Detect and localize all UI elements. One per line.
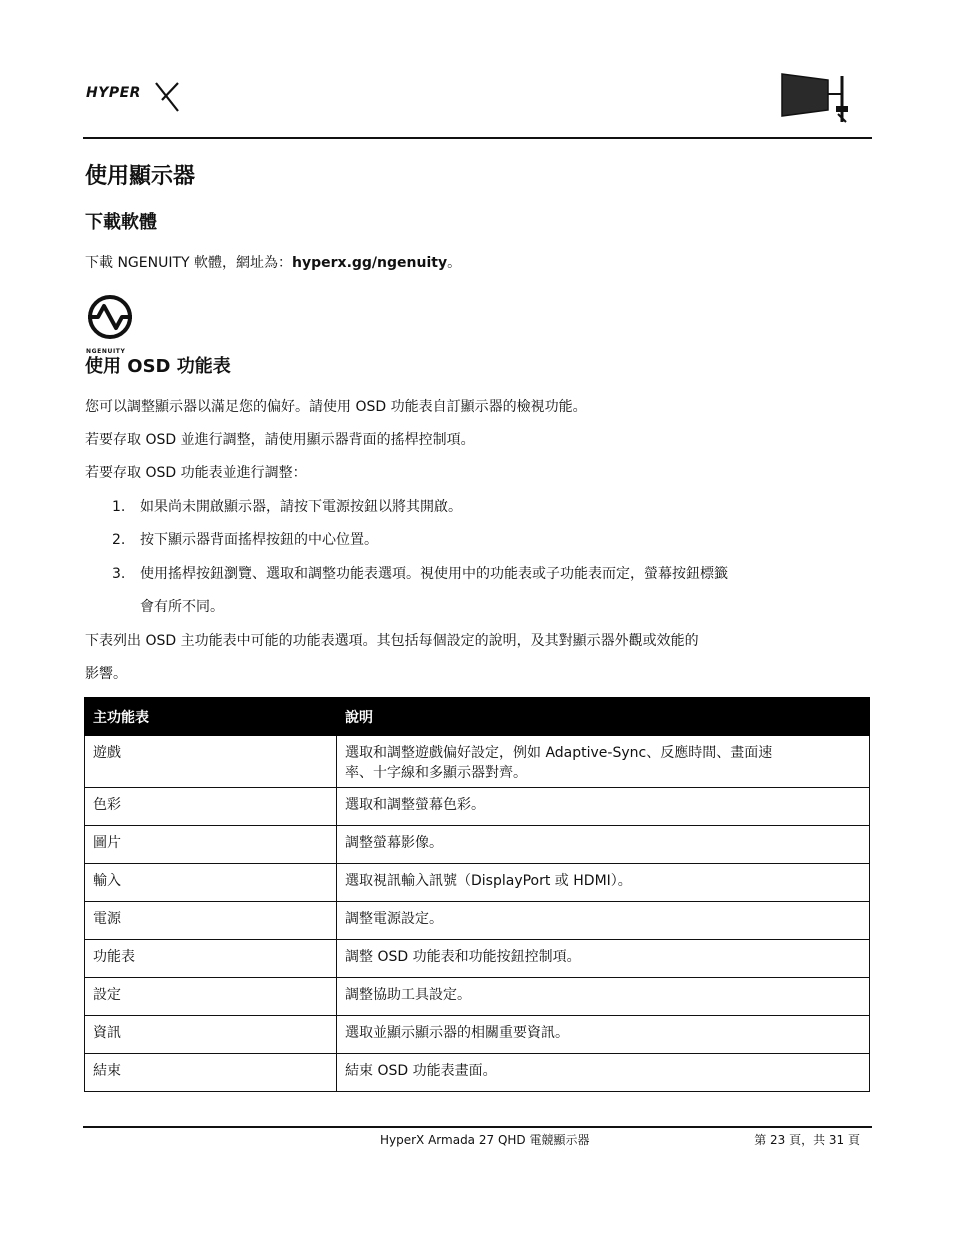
header-divider (83, 137, 872, 139)
description-cell: 選取並顯示顯示器的相關重要資訊。 (337, 1016, 870, 1054)
description-cell: 調整 OSD 功能表和功能按鈕控制項。 (337, 940, 870, 978)
table-row (85, 978, 870, 1016)
section-title: 使用顯示器 (85, 164, 196, 189)
table-row (85, 902, 870, 940)
column-header-description: 說明 (337, 698, 870, 736)
menu-cell: 電源 (85, 902, 337, 940)
step-text: 按下顯示器背面搖桿按鈕的中心位置。 (140, 532, 378, 548)
description-cell: 調整協助工具設定。 (337, 978, 870, 1016)
step-item (112, 563, 728, 585)
description-cell: 調整螢幕影像。 (337, 826, 870, 864)
step-number: 2. (112, 532, 126, 548)
description-cell: 選取和調整螢幕色彩。 (337, 788, 870, 826)
menu-cell: 結束 (85, 1054, 337, 1092)
step-text: 如果尚未開啟顯示器，請按下電源按鈕以將其開啟。 (140, 499, 462, 515)
osd-paragraph-3: 若要存取 OSD 功能表並進行調整： (85, 465, 307, 481)
description-cell: 結束 OSD 功能表畫面。 (337, 1054, 870, 1092)
hyperx-logo (86, 80, 182, 114)
table-row (85, 1016, 870, 1054)
step-item (112, 529, 378, 551)
description-cell: 選取視訊輸入訊號（DisplayPort 或 HDMI）。 (337, 864, 870, 902)
osd-menu-table (84, 697, 870, 1092)
table-row (85, 788, 870, 826)
footer-divider (83, 1126, 872, 1128)
menu-cell: 輸入 (85, 864, 337, 902)
table-header-row (85, 698, 870, 736)
column-header-menu: 主功能表 (85, 698, 337, 736)
description-cell (337, 736, 870, 788)
description-line-1: 選取和調整遊戲偏好設定，例如 Adaptive-Sync、反應時間、畫面速 (345, 745, 773, 761)
table-row (85, 864, 870, 902)
step-text-continued: 會有所不同。 (140, 599, 224, 615)
step-text: 使用搖桿按鈕瀏覽、選取和調整功能表選項。視使用中的功能表或子功能表而定，螢幕按鈕標籤 (140, 566, 728, 582)
table-row (85, 940, 870, 978)
table-row (85, 1054, 870, 1092)
table-row (85, 826, 870, 864)
menu-cell: 資訊 (85, 1016, 337, 1054)
monitor-arm-icon (778, 70, 852, 126)
menu-cell: 遊戲 (85, 736, 337, 788)
description-line-2: 率、十字線和多顯示器對齊。 (345, 765, 527, 781)
download-text-prefix: 下載 NGENUITY 軟體，網址為： (85, 255, 293, 271)
menu-cell: 設定 (85, 978, 337, 1016)
footer-page-number: 第 23 頁，共 31 頁 (754, 1133, 860, 1147)
menu-cell: 色彩 (85, 788, 337, 826)
download-text (85, 252, 461, 274)
description-cell: 調整電源設定。 (337, 902, 870, 940)
step-number: 1. (112, 499, 126, 515)
download-heading: 下載軟體 (85, 212, 157, 233)
osd-paragraph-2: 若要存取 OSD 並進行調整，請使用顯示器背面的搖桿控制項。 (85, 432, 475, 448)
step-number: 3. (112, 566, 126, 582)
osd-heading: 使用 OSD 功能表 (85, 356, 231, 377)
table-intro-line-1: 下表列出 OSD 主功能表中可能的功能表選項。其包括每個設定的說明，及其對顯示器外觀或效能的 (85, 633, 699, 649)
svg-text:HYPER: HYPER (86, 85, 141, 101)
ngenuity-link[interactable]: hyperx.gg/ngenuity (292, 255, 448, 271)
download-text-suffix: 。 (447, 255, 462, 271)
osd-paragraph-1: 您可以調整顯示器以滿足您的偏好。請使用 OSD 功能表自訂顯示器的檢視功能。 (85, 399, 587, 415)
step-item (112, 496, 462, 518)
footer-doc-title: HyperX Armada 27 QHD 電競顯示器 (380, 1133, 590, 1147)
table-row (85, 736, 870, 788)
menu-cell: 圖片 (85, 826, 337, 864)
ngenuity-logo (86, 294, 136, 354)
menu-cell: 功能表 (85, 940, 337, 978)
table-intro-line-2: 影響。 (85, 666, 127, 682)
ngenuity-logo-caption: NGENUITY (86, 348, 126, 355)
